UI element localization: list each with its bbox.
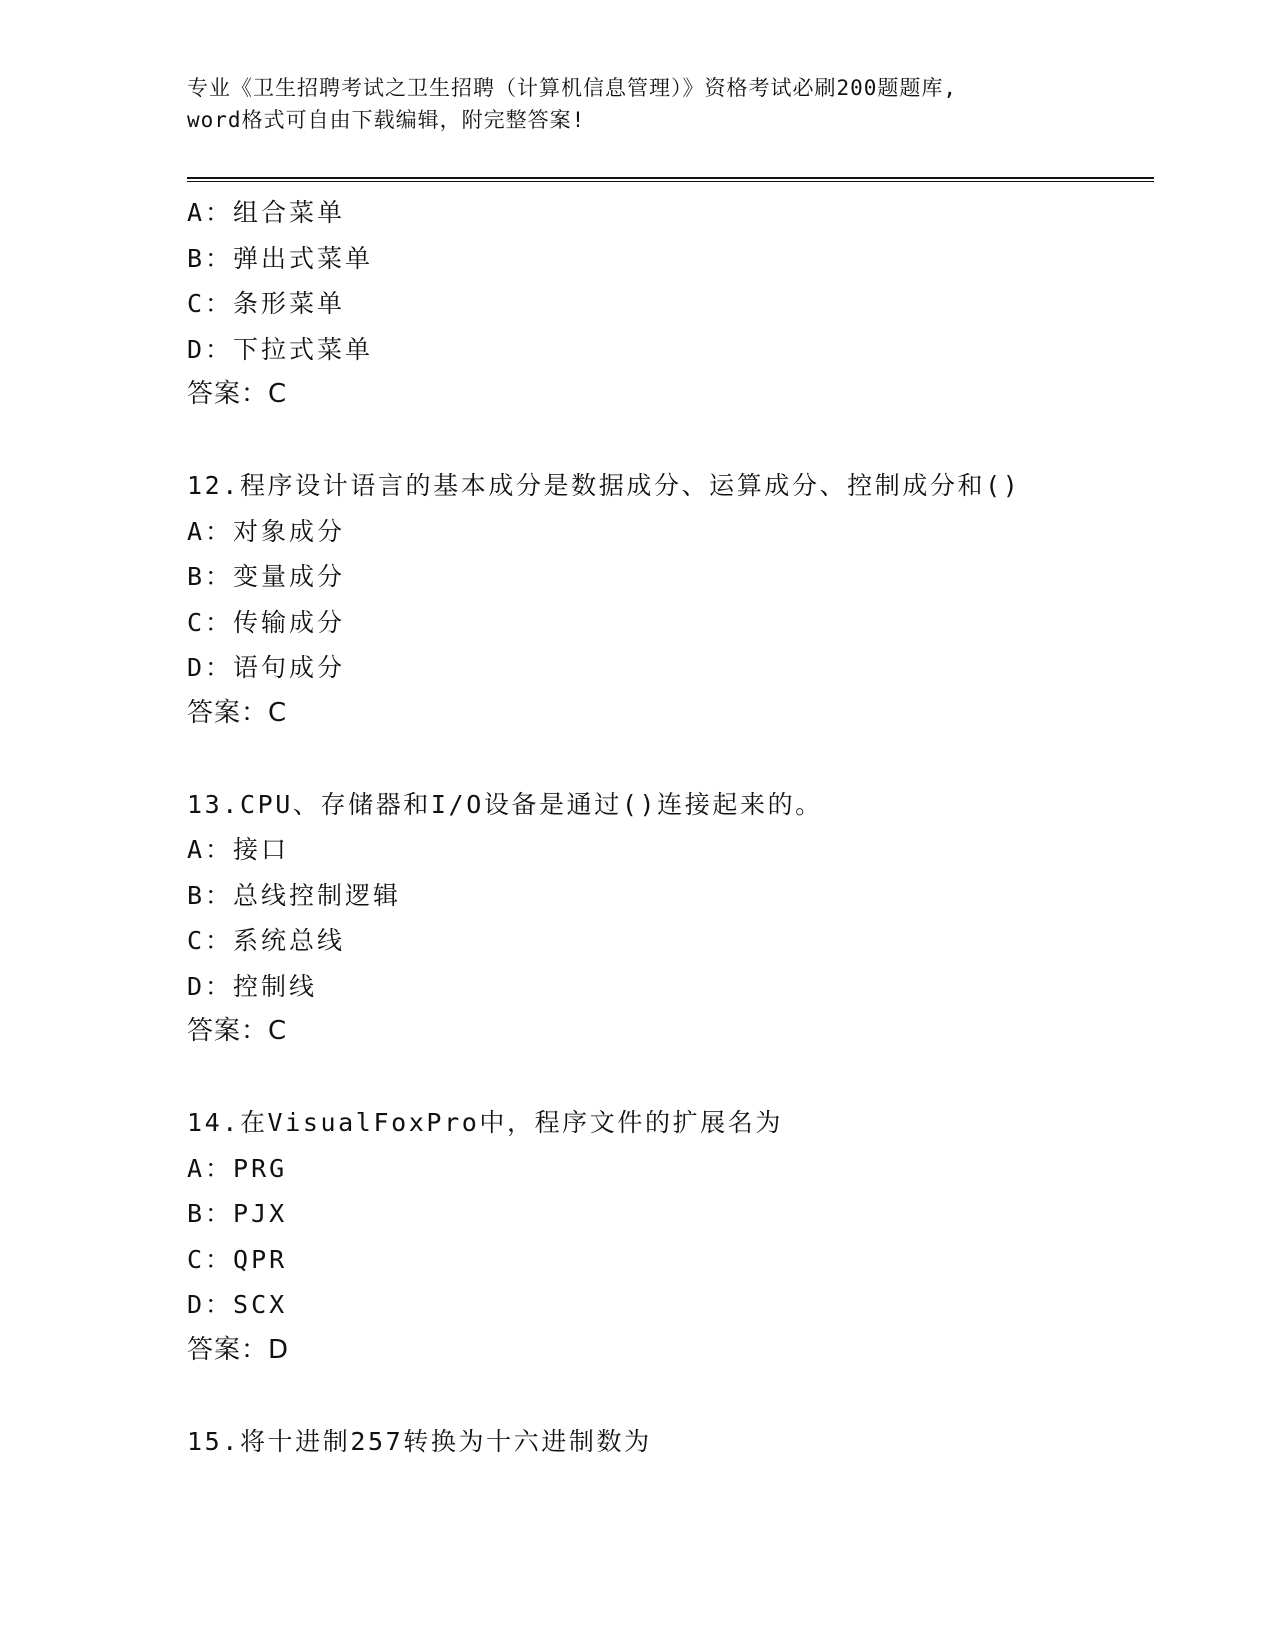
answer-line: 答案：D	[187, 1334, 290, 1365]
option-a: A：对象成分	[187, 516, 346, 546]
option-a: A：PRG	[187, 1153, 288, 1183]
question-12	[187, 463, 1154, 736]
option-d: D：SCX	[187, 1290, 288, 1319]
option-c: C：QPR	[187, 1244, 288, 1274]
option-b: B：PJX	[187, 1199, 288, 1228]
spacer	[187, 1373, 1154, 1419]
question-text: 15.将十进制257转换为十六进制数为	[187, 1426, 652, 1456]
answer-line: 答案：C	[187, 697, 288, 728]
spacer	[187, 418, 1154, 464]
option-d: D：下拉式菜单	[187, 334, 374, 364]
option-b: B：变量成分	[187, 562, 346, 591]
question-11	[187, 190, 1154, 418]
option-c: C：条形菜单	[187, 289, 346, 318]
option-c: C：系统总线	[187, 926, 346, 955]
header-title-line-1: 专业《卫生招聘考试之卫生招聘（计算机信息管理）》资格考试必刷200题题库,	[187, 76, 958, 100]
header-title-line-2: word格式可自由下载编辑，附完整答案!	[187, 108, 586, 132]
question-13	[187, 782, 1154, 1055]
spacer	[187, 1055, 1154, 1101]
question-text: 13.CPU、存储器和I/O设备是通过()连接起来的。	[187, 789, 823, 819]
document-header	[187, 72, 1087, 136]
option-a: A：接口	[187, 835, 290, 864]
option-c: C：传输成分	[187, 607, 346, 637]
question-list	[187, 190, 1154, 1464]
option-b: B：弹出式菜单	[187, 243, 374, 273]
question-text: 12.程序设计语言的基本成分是数据成分、运算成分、控制成分和()	[187, 471, 1021, 500]
option-b: B：总线控制逻辑	[187, 880, 402, 910]
question-14	[187, 1100, 1154, 1373]
option-a: A：组合菜单	[187, 198, 346, 227]
header-divider	[187, 177, 1154, 182]
option-d: D：语句成分	[187, 653, 346, 682]
answer-line: 答案：C	[187, 379, 288, 409]
option-d: D：控制线	[187, 971, 318, 1001]
question-text: 14.在VisualFoxPro中，程序文件的扩展名为	[187, 1108, 783, 1137]
question-15	[187, 1419, 1154, 1465]
answer-line: 答案：C	[187, 1016, 288, 1046]
spacer	[187, 736, 1154, 782]
